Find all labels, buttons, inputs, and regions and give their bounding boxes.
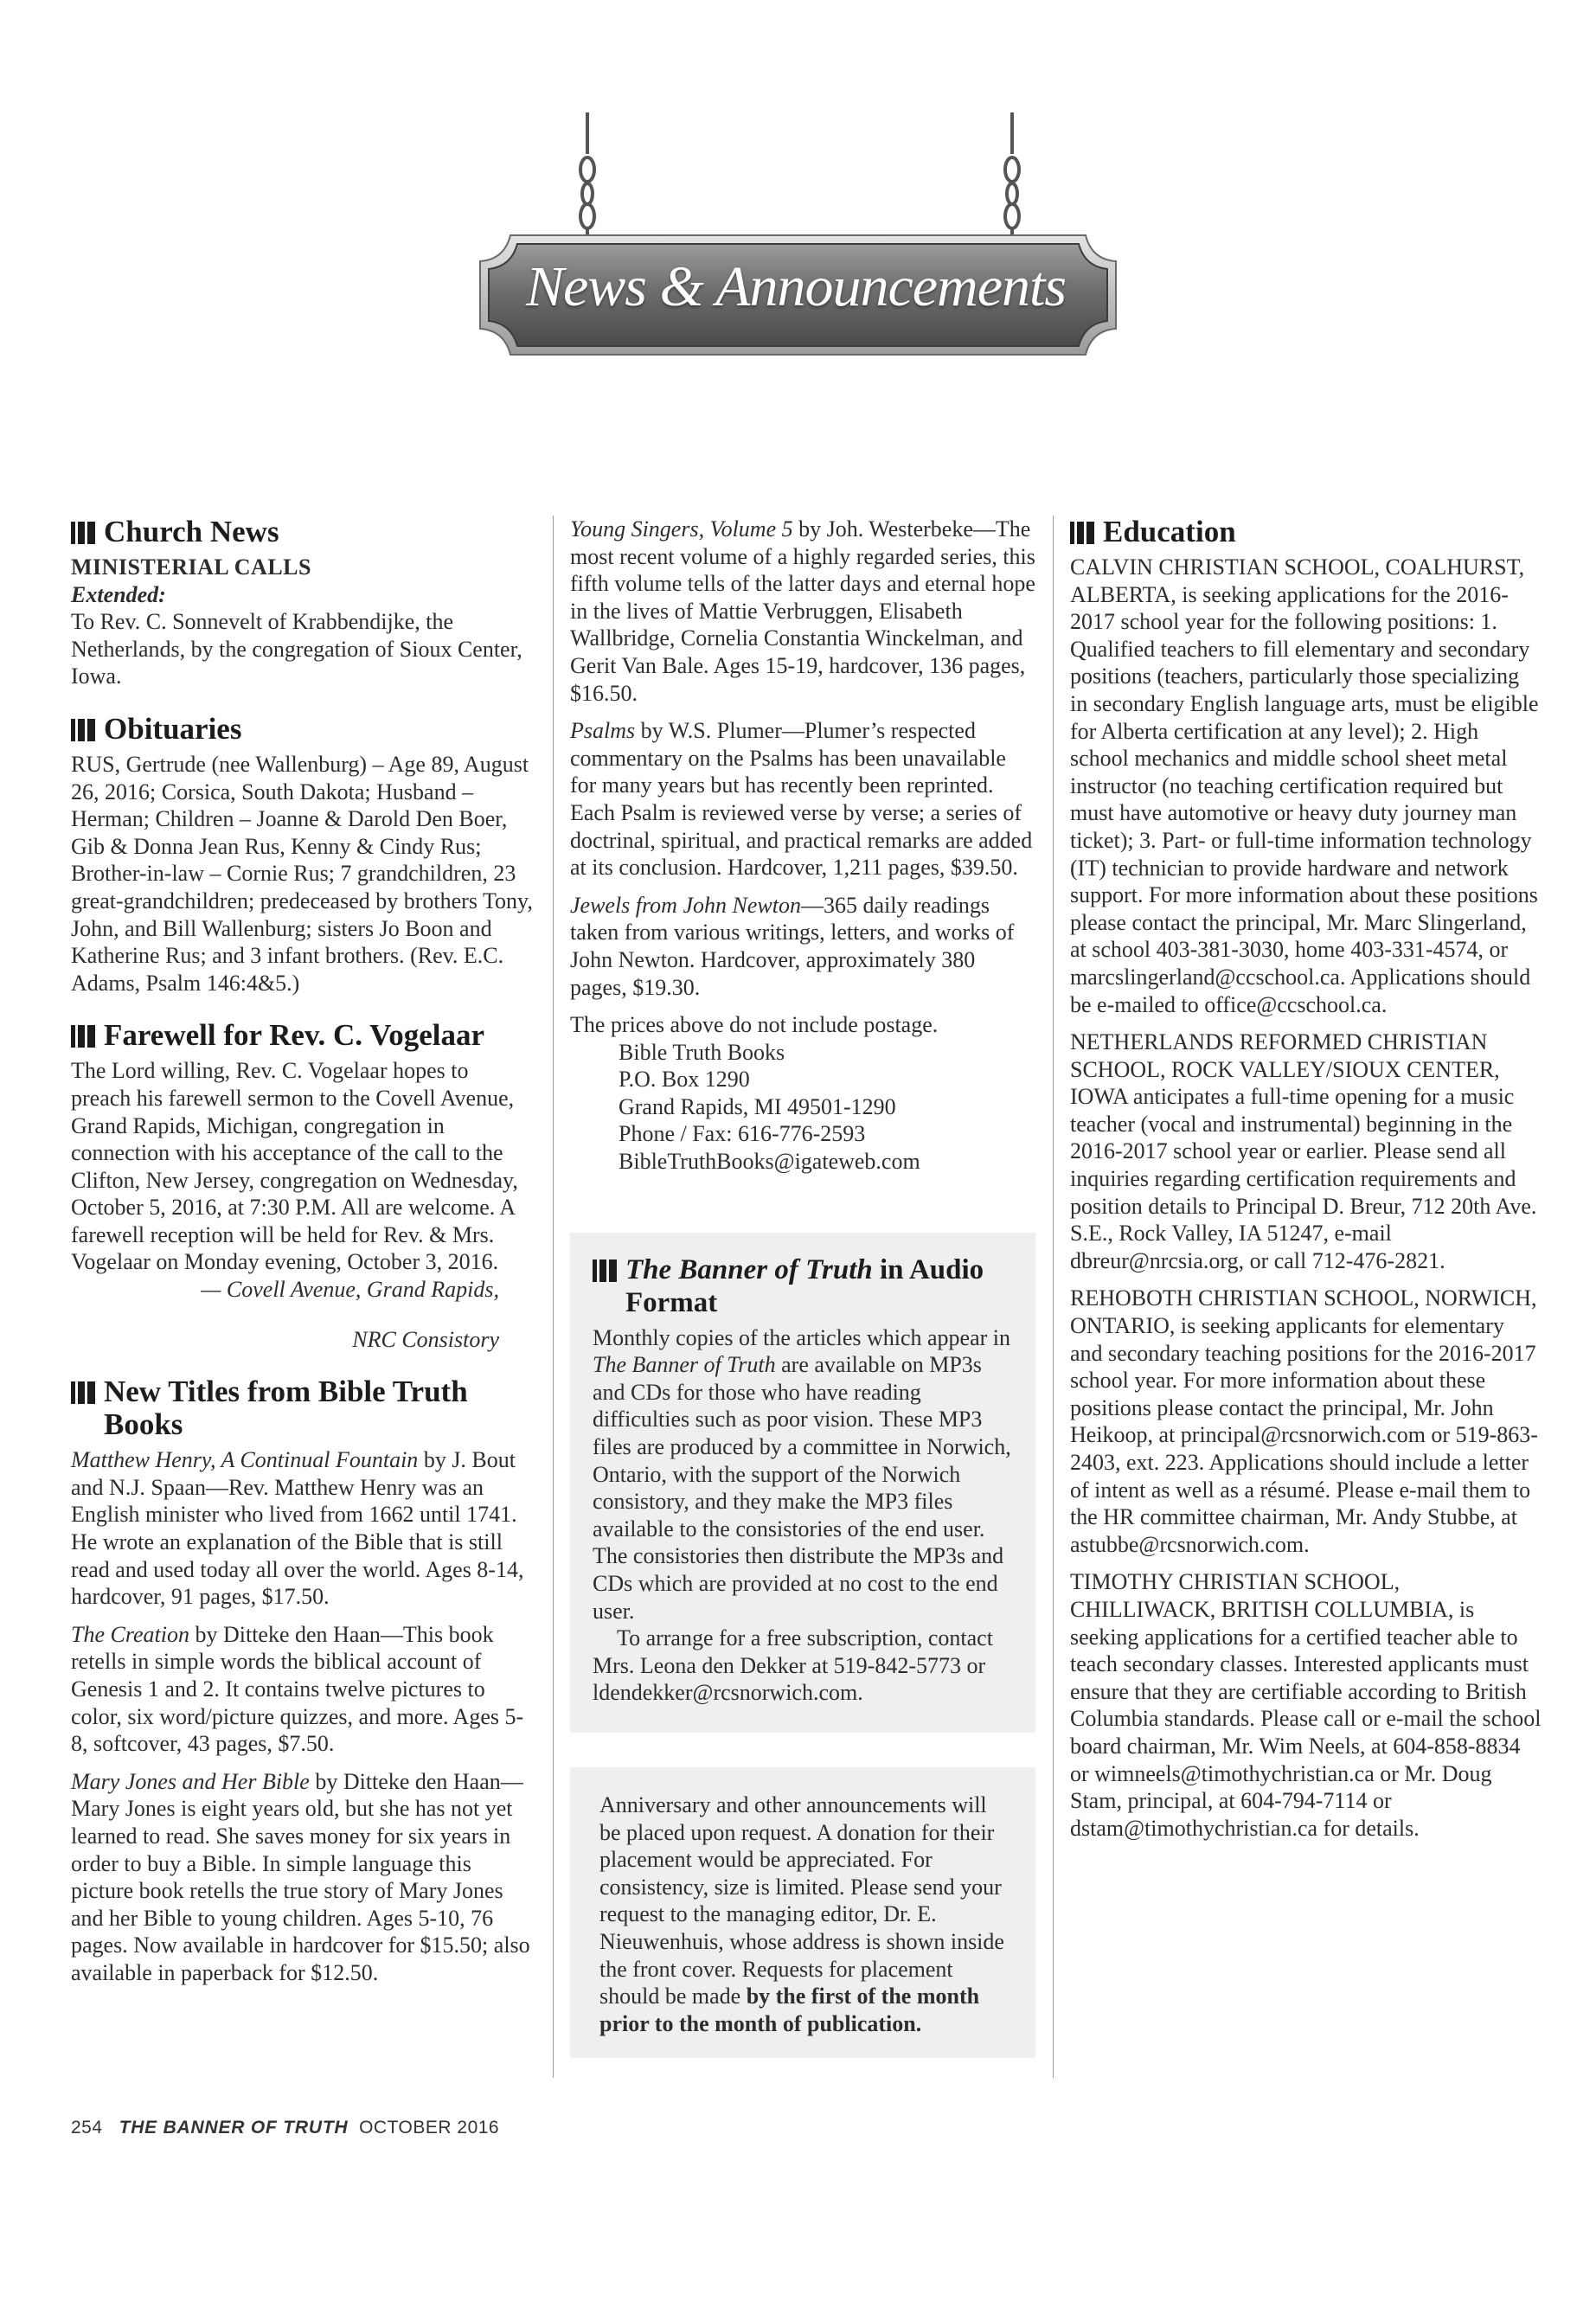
- signature-line: — Covell Avenue, Grand Rapids,: [201, 1277, 499, 1303]
- church-news-section: [71, 516, 534, 690]
- book-entry: Jewels from John Newton—365 daily readings taken from various writings, letters, and works of John Newton. Hardcover, approximately 380 pages, $19.30.: [570, 892, 1015, 1000]
- address-line: P.O. Box 1290: [619, 1067, 750, 1093]
- book-entry: The Creation by Ditteke den Haan—This book retells in simple words the biblical account of Genesis 1 and 2. It contains twelve pictures to color, six word/picture quizzes, and more. Ages 5-8, softcover, 43 pages, $7.50.: [71, 1621, 524, 1757]
- section-heading: Church News: [71, 516, 534, 548]
- paragraph: To arrange for a free subscription, contact Mrs. Leona den Dekker at 519-842-5773 or ldendekker@rcsnorwich.com.: [593, 1625, 993, 1706]
- label: Extended:: [71, 581, 166, 607]
- section-heading: Education: [1070, 516, 1542, 548]
- address-line: Bible Truth Books: [619, 1039, 785, 1065]
- paragraph: The Lord willing, Rev. C. Vogelaar hopes to preach his farewell sermon to the Covell Avenue, Grand Rapids, Michigan, congregation in connection with his acceptance of the call to the Clifton, New Jersey, congregation on Wednesday, October 5, 2016, at 7:30 P.M. All are welcome. A farewell reception will be held for Rev. & Mrs. Vogelaar on Monday evening, October 3, 2016.: [71, 1058, 518, 1275]
- postage-note: The prices above do not include postage.: [570, 1012, 939, 1038]
- section-heading: Obituaries: [71, 713, 534, 746]
- book-stack-icon: [71, 1381, 95, 1404]
- paragraph: RUS, Gertrude (nee Wallenburg) – Age 89, August 26, 2016; Corsica, South Dakota; Husband – Herman; Children – Joanne & Darold Den Boer, Gib & Donna Jean Rus, Kenny & Cindy Rus; Brother-in-law – Cornie Rus; 7 grandchildren, 23 great-grandchildren; predeceased by brothers Tony, John, and Bill Wallenburg; sisters Jo Boon and Katherine Rus; and 3 infant brothers. (Rev. E.C. Adams, Psalm 146:4&5.): [71, 751, 533, 996]
- job-listing: TIMOTHY CHRISTIAN SCHOOL, CHILLIWACK, BRITISH COLLUMBIA, is seeking applications for a certified teacher able to teach secondary classes. Interested applicants must ensure that they are certifiable according to British Columbia standards. Please call or e-mail the school board chairman, Mr. Wim Neels, at 604-858-8834 or wimneels@timothychristian.ca or Mr. Doug Stam, principal, at 604-794-7114 or dstam@timothychristian.ca for details.: [1070, 1569, 1542, 1841]
- new-titles-section: [71, 1375, 534, 1986]
- job-listing: NETHERLANDS REFORMED CHRISTIAN SCHOOL, ROCK VALLEY/SIOUX CENTER, IOWA anticipates a full-time opening for a music teacher (vocal and instrumental) beginning in the 2016-2017 school year or earlier. Please send all inquiries regarding certification requirements and position details to Principal D. Breur, 712 20th Ave. S.E., Rock Valley, IA 51247, e-mail dbreur@nrcsia.org, or call 712-476-2821.: [1070, 1029, 1537, 1273]
- book-entry: Matthew Henry, A Continual Fountain by J. Bout and N.J. Spaan—Rev. Matthew Henry was an English minister who lived from 1662 until 1741. He wrote an explanation of the Bible that is still read and used today all over the world. Ages 8-14, hardcover, 91 pages, $17.50.: [71, 1447, 524, 1610]
- job-listing: REHOBOTH CHRISTIAN SCHOOL, NORWICH, ONTARIO, is seeking applicants for elementary and secondary teaching positions for the 2016-2017 school year. For more information about these positions please contact the principal, Mr. John Heikoop, at principal@rcsnorwich.com or 519-863-2403, ext. 223. Applications should include a letter of intent as well as a résumé. Please e-mail them to the HR committee chairman, Mr. Andy Stubbe, at astubbe@rcsnorwich.com.: [1070, 1285, 1538, 1557]
- column-divider: [553, 516, 554, 2078]
- page-number: 254: [71, 2118, 103, 2138]
- signature-line: NRC Consistory: [352, 1326, 499, 1352]
- anniversary-note-box: [570, 1767, 1035, 2058]
- column-divider: [1053, 516, 1054, 2078]
- book-stack-icon: [71, 522, 95, 544]
- issue-date: OCTOBER 2016: [359, 2118, 500, 2138]
- header-sign: [0, 0, 1596, 407]
- book-entry: Psalms by W.S. Plumer—Plumer’s respected commentary on the Psalms has been unavailable for many years but has recently been reprinted. Each Psalm is reviewed verse by verse; a series of doctrinal, spiritual, and practical remarks are added at its conclusion. Hardcover, 1,211 pages, $39.50.: [570, 718, 1033, 881]
- education-section: [1070, 516, 1542, 1842]
- column-1: [71, 516, 534, 1997]
- subheading: MINISTERIAL CALLS: [71, 554, 311, 580]
- paragraph: Monthly copies of the articles which appear in The Banner of Truth are available on MP3s and CDs for those who have reading difficulties such as poor vision. These MP3 files are produced by a committee in Norwich, Ontario, with the support of the Norwich consistory, and they make the MP3 files available to the consistories of the end user. The consistories then distribute the MP3s and CDs which are provided at no cost to the end user.: [593, 1324, 1011, 1624]
- book-stack-icon: [593, 1259, 617, 1282]
- paragraph: To Rev. C. Sonnevelt of Krabbendijke, the Netherlands, by the congregation of Sioux Center, Iowa.: [71, 609, 522, 689]
- book-entry: Young Singers, Volume 5 by Joh. Westerbeke—The most recent volume of a highly regarded series, this fifth volume tells of the latter days and eternal hope in the lives of Mattie Verbruggen, Elisabeth Wallbridge, Cornelia Constantia Winckelman, and Gerit Van Bale. Ages 15-19, hardcover, 136 pages, $16.50.: [570, 516, 1035, 706]
- section-heading: The Banner of Truth in Audio Format: [593, 1253, 1013, 1319]
- column-2: [570, 516, 1035, 2058]
- magazine-name: THE BANNER OF TRUTH: [119, 2118, 349, 2138]
- job-listing: CALVIN CHRISTIAN SCHOOL, COALHURST, ALBERTA, is seeking applications for the 2016-2017 school year for the following positions: 1. Qualified teachers to fill elementary and secondary positions (teachers, particularly those specializing in secondary English language arts, must be eligible for Alberta certification at any level); 2. High school mechanics and middle school sheet metal instructor (no teaching certification required but must have automotive or heavy duty journey man ticket); 3. Part- or full-time information technology (IT) technician to provide hardware and network support. For more information about these positions please contact the principal, Mr. Marc Slingerland, at school 403-381-3030, home 403-331-4574, or marcslingerland@ccschool.ca. Applications should be e-mailed to office@ccschool.ca.: [1070, 554, 1539, 1017]
- address-line: Phone / Fax: 616-776-2593: [619, 1121, 866, 1147]
- column-3: [1070, 516, 1542, 1852]
- address-block: [570, 1039, 1035, 1176]
- address-line: Grand Rapids, MI 49501-1290: [619, 1093, 896, 1119]
- book-entry: Mary Jones and Her Bible by Ditteke den Haan—Mary Jones is eight years old, but she has not yet learned to read. She saves money for six years in order to buy a Bible. In simple language this picture book retells the true story of Mary Jones and her Bible to young children. Ages 5-10, 76 pages. Now available in hardcover for $15.50; also available in paperback for $12.50.: [71, 1768, 530, 1985]
- obituaries-section: [71, 713, 534, 997]
- section-heading: New Titles from Bible Truth Books: [71, 1375, 534, 1441]
- page-title: News & Announcements: [525, 255, 1067, 318]
- book-stack-icon: [1070, 522, 1094, 544]
- hanging-sign-icon: [0, 0, 1596, 407]
- farewell-section: [71, 1019, 534, 1353]
- book-stack-icon: [71, 1025, 95, 1048]
- book-stack-icon: [71, 719, 95, 741]
- page-footer: [71, 2118, 499, 2138]
- paragraph: Anniversary and other announcements will be placed upon request. A donation for their placement would be appreciated. For consistency, size is limited. Please send your request to the managing editor, Dr. E. Nieuwenhuis, whose address is shown inside the front cover. Requests for placement should be made by the first of the month prior to the month of publication.: [599, 1791, 1004, 2036]
- email-link: BibleTruthBooks@igateweb.com: [619, 1149, 920, 1175]
- section-heading: Farewell for Rev. C. Vogelaar: [71, 1019, 534, 1052]
- audio-format-box: [570, 1233, 1035, 1733]
